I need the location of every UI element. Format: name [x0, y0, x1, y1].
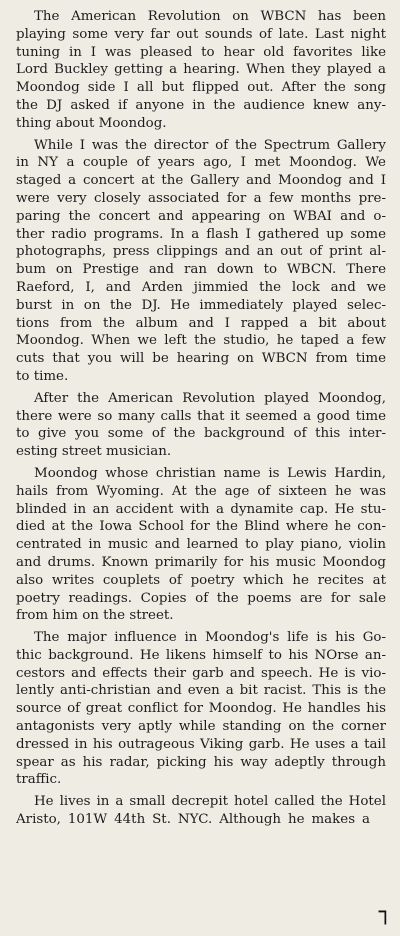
text-line: lently anti-christian and even a bit racist. This is the — [16, 683, 386, 699]
text-line: spear as his radar, picking his way adeptly through — [16, 754, 386, 770]
text-line: the DJ asked if anyone in the audience knew any- — [16, 97, 386, 113]
paragraph-6 — [16, 793, 386, 829]
text-line: photographs, press clippings and an out of print al- — [16, 244, 386, 260]
paragraph-3 — [16, 390, 386, 461]
text-line: also writes couplets of poetry which he recites at — [16, 572, 386, 588]
continued-mark-icon: ┐ — [378, 900, 392, 926]
text-line: to time. — [16, 368, 69, 384]
text-line: and drums. Known primarily for his music Moondog — [16, 554, 386, 570]
text-line: were very closely associated for a few months pre- — [16, 190, 386, 206]
text-line: tions from the album and I rapped a bit about — [16, 315, 386, 331]
text-line: cuts that you will be hearing on WBCN from time — [16, 351, 386, 367]
text-line: bum on Prestige and ran down to WBCN. There — [16, 262, 386, 278]
text-line: in NY a couple of years ago, I met Moondog. We — [16, 155, 386, 171]
text-line: thic background. He likens himself to his NOrse an- — [16, 647, 386, 663]
text-line: esting street musician. — [16, 444, 172, 460]
text-line: burst in on the DJ. He immediately played selec- — [16, 297, 386, 313]
text-line: Moondog whose christian name is Lewis Hardin, — [34, 465, 386, 481]
text-line: The major influence in Moondog's life is his Go- — [34, 630, 386, 646]
paragraph-5 — [16, 629, 386, 789]
text-line: Moondog side I all but flipped out. After the song — [16, 80, 386, 96]
text-line: He lives in a small decrepit hotel called the Hotel — [34, 794, 386, 810]
text-line: Lord Buckley getting a hearing. When they played a — [16, 62, 386, 78]
text-line: cestors and effects their garb and speech. He is vio- — [16, 665, 386, 681]
text-line: ther radio programs. In a flash I gathered up some — [16, 226, 386, 242]
text-line: The American Revolution on WBCN has been — [34, 9, 386, 24]
paragraph-1 — [16, 8, 386, 133]
text-line: dressed in his outrageous Viking garb. He uses a tail — [16, 736, 386, 752]
text-line: tuning in I was pleased to hear old favorites like — [16, 44, 386, 60]
text-line: Aristo, 101W 44th St. NYC. Although he makes a — [16, 812, 370, 828]
text-line: poetry readings. Copies of the poems are for sale — [16, 590, 386, 606]
text-line: thing about Moondog. — [16, 115, 167, 131]
text-line: source of great conflict for Moondog. He handles his — [16, 701, 386, 717]
text-line: died at the Iowa School for the Blind where he con- — [16, 519, 386, 535]
text-line: paring the concert and appearing on WBAI and o- — [16, 208, 386, 224]
text-line: to give you some of the background of this inter- — [16, 426, 386, 442]
text-line: antagonists very aptly while standing on the corner — [16, 719, 386, 735]
article-text — [16, 8, 386, 829]
text-line: While I was the director of the Spectrum Gallery — [34, 137, 386, 153]
text-line: there were so many calls that it seemed a good time — [16, 408, 386, 424]
text-line: traffic. — [16, 772, 62, 788]
text-line: playing some very far out sounds of late. Last night — [16, 26, 386, 42]
text-line: Moondog. When we left the studio, he taped a few — [16, 333, 386, 349]
text-line: Raeford, I, and Arden jimmied the lock and we — [16, 279, 386, 295]
text-line: from him on the street. — [16, 608, 174, 624]
text-line: hails from Wyoming. At the age of sixteen he was — [16, 483, 386, 499]
paragraph-4 — [16, 465, 386, 625]
text-line: staged a concert at the Gallery and Moondog and I — [16, 173, 386, 189]
text-line: centrated in music and learned to play piano, violin — [16, 537, 386, 553]
text-line: After the American Revolution played Moondog, — [34, 390, 386, 406]
paragraph-2 — [16, 137, 386, 386]
text-line: blinded in an accident with a dynamite cap. He stu- — [16, 501, 386, 517]
